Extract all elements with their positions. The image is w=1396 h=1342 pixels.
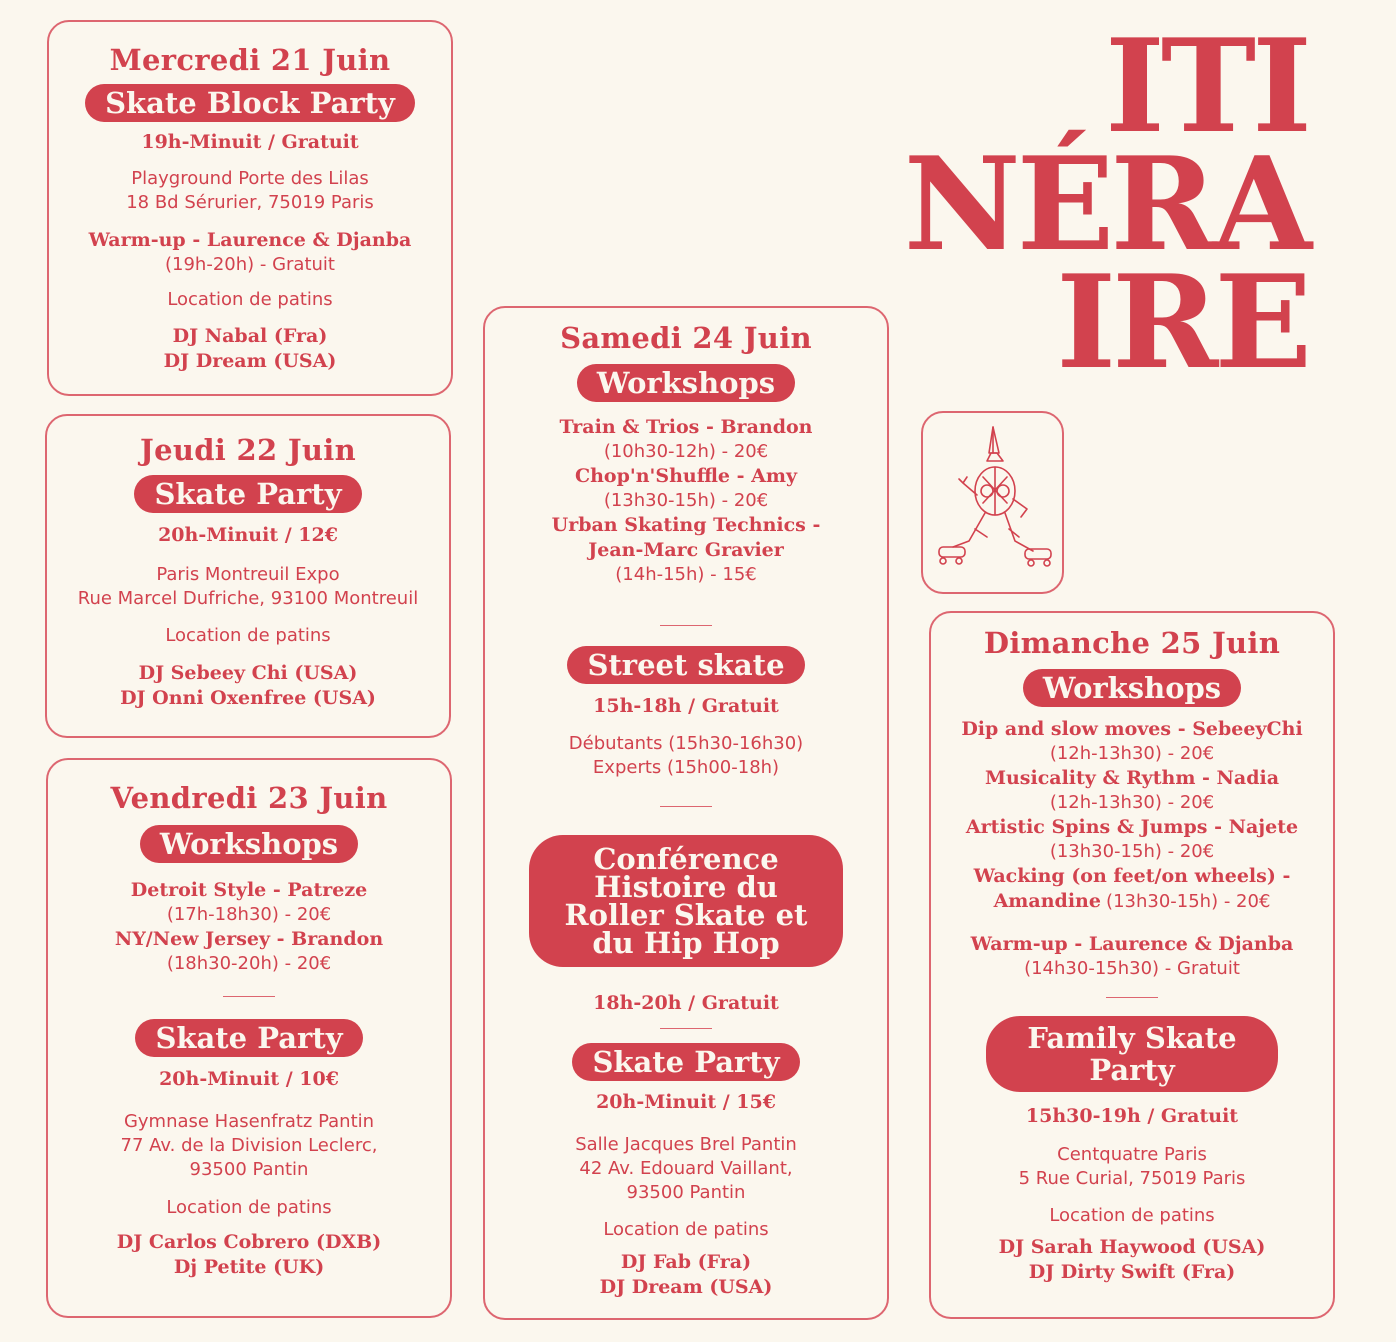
warmup-time: (19h-20h) - Gratuit xyxy=(164,254,335,275)
warmup-title: Warm-up - Laurence & Djanba xyxy=(970,933,1294,955)
workshop-1-time: (10h30-12h) - 20€ xyxy=(603,441,769,462)
workshop-2: Chop'n'Shuffle - Amy xyxy=(575,465,797,487)
workshop-2-time: (12h-13h30) - 20€ xyxy=(1049,792,1215,813)
card-sunday xyxy=(929,611,1335,1319)
workshop-1: Train & Trios - Brandon xyxy=(559,416,813,438)
dj-1: DJ Fab (Fra) xyxy=(620,1251,752,1273)
event-time: 15h-18h / Gratuit xyxy=(593,695,779,717)
venue-address: 18 Bd Sérurier, 75019 Paris xyxy=(126,192,374,213)
day-title: Samedi 24 Juin xyxy=(560,321,812,355)
mascot-logo-box xyxy=(921,411,1064,594)
venue-name: Salle Jacques Brel Pantin xyxy=(575,1134,797,1155)
skate-rental: Location de patins xyxy=(166,1197,332,1218)
title-line-2: NÉRA xyxy=(903,130,1308,280)
skate-rental: Location de patins xyxy=(165,625,331,646)
workshop-3: Urban Skating Technics - xyxy=(551,514,821,536)
workshop-3-time: (13h30-15h) - 20€ xyxy=(1049,841,1215,862)
workshop-2-time: (13h30-15h) - 20€ xyxy=(603,490,769,511)
event-pill: Conférence Histoire du Roller Skate et du Hip Hop xyxy=(529,835,843,967)
day-title: Mercredi 21 Juin xyxy=(109,43,391,77)
level-experts: Experts (15h00-18h) xyxy=(592,757,780,778)
workshop-4-instructor: Amandine xyxy=(993,890,1101,912)
event-pill: Family Skate Party xyxy=(986,1016,1278,1092)
venue-name: Gymnase Hasenfratz Pantin xyxy=(123,1111,375,1132)
workshop-1-time: (12h-13h30) - 20€ xyxy=(1049,743,1215,764)
separator xyxy=(660,1028,712,1029)
venue-address: Rue Marcel Dufriche, 93100 Montreuil xyxy=(77,588,419,609)
level-beginners: Débutants (15h30-16h30) xyxy=(568,733,804,754)
event-time: 20h-Minuit / 10€ xyxy=(159,1068,339,1090)
dj-2: DJ Dirty Swift (Fra) xyxy=(1028,1261,1236,1283)
workshop-3-time: (14h-15h) - 15€ xyxy=(615,564,757,585)
card-wednesday xyxy=(47,20,453,396)
workshop-1-time: (17h-18h30) - 20€ xyxy=(166,904,332,925)
venue-name: Paris Montreuil Expo xyxy=(156,564,340,585)
event-time: 15h30-19h / Gratuit xyxy=(1025,1105,1239,1127)
skate-rental: Location de patins xyxy=(603,1219,769,1240)
event-pill: Workshops xyxy=(140,825,358,863)
venue-address: 5 Rue Curial, 75019 Paris xyxy=(1018,1168,1246,1189)
warmup-time: (14h30-15h30) - Gratuit xyxy=(1024,958,1240,979)
event-time: 20h-Minuit / 15€ xyxy=(596,1091,776,1113)
day-title: Dimanche 25 Juin xyxy=(983,626,1281,660)
day-title: Vendredi 23 Juin xyxy=(110,781,388,815)
dj-2: DJ Onni Oxenfree (USA) xyxy=(120,687,376,709)
card-saturday xyxy=(483,306,889,1320)
title-line-3: IRE xyxy=(1056,248,1308,398)
event-time: 19h-Minuit / Gratuit xyxy=(141,131,359,153)
skating-mascot-icon xyxy=(923,413,1062,592)
workshop-4: Wacking (on feet/on wheels) - xyxy=(973,865,1291,887)
event-pill: Street skate xyxy=(567,646,804,684)
separator xyxy=(223,996,275,997)
venue-city: 93500 Pantin xyxy=(189,1159,309,1180)
event-pill: Workshops xyxy=(577,364,795,402)
workshop-2: Musicality & Rythm - Nadia xyxy=(984,767,1280,789)
dj-1: DJ Carlos Cobrero (DXB) xyxy=(116,1231,382,1253)
workshop-2-time: (18h30-20h) - 20€ xyxy=(166,953,332,974)
workshop-1: Detroit Style - Patreze xyxy=(130,879,368,901)
event-time: 20h-Minuit / 12€ xyxy=(158,524,338,546)
event-pill: Skate Block Party xyxy=(85,84,415,122)
warmup-title: Warm-up - Laurence & Djanba xyxy=(88,229,412,251)
separator xyxy=(660,625,712,626)
workshop-1: Dip and slow moves - SebeeyChi xyxy=(961,718,1303,740)
event-pill: Skate Party xyxy=(135,1019,362,1057)
skate-rental: Location de patins xyxy=(167,289,333,310)
event-time: 18h-20h / Gratuit xyxy=(593,992,779,1014)
workshop-4-detail xyxy=(994,889,1271,914)
dj-1: DJ Nabal (Fra) xyxy=(172,325,328,347)
title-line-1: ITI xyxy=(1105,12,1308,162)
separator xyxy=(1106,997,1158,998)
dj-1: DJ Sebeey Chi (USA) xyxy=(138,662,358,684)
venue-city: 93500 Pantin xyxy=(626,1182,746,1203)
event-pill: Skate Party xyxy=(572,1043,799,1081)
workshop-4-time: (13h30-15h) - 20€ xyxy=(1106,891,1271,912)
venue-address: 77 Av. de la Division Leclerc, xyxy=(120,1135,378,1156)
day-title: Jeudi 22 Juin xyxy=(140,433,356,467)
workshop-3-instructor: Jean-Marc Gravier xyxy=(588,539,784,561)
workshop-3: Artistic Spins & Jumps - Najete xyxy=(965,816,1299,838)
dj-1: DJ Sarah Haywood (USA) xyxy=(998,1236,1266,1258)
venue-address: 42 Av. Edouard Vaillant, xyxy=(579,1158,793,1179)
separator xyxy=(660,806,712,807)
dj-2: Dj Petite (UK) xyxy=(173,1256,325,1278)
event-pill: Skate Party xyxy=(134,475,361,513)
event-pill: Workshops xyxy=(1023,669,1241,707)
card-friday xyxy=(46,758,452,1318)
venue-name: Playground Porte des Lilas xyxy=(131,168,369,189)
skate-rental: Location de patins xyxy=(1049,1205,1215,1226)
card-thursday xyxy=(45,414,451,738)
dj-2: DJ Dream (USA) xyxy=(599,1276,773,1298)
venue-name: Centquatre Paris xyxy=(1057,1144,1207,1165)
dj-2: DJ Dream (USA) xyxy=(163,350,337,372)
workshop-2: NY/New Jersey - Brandon xyxy=(114,928,384,950)
